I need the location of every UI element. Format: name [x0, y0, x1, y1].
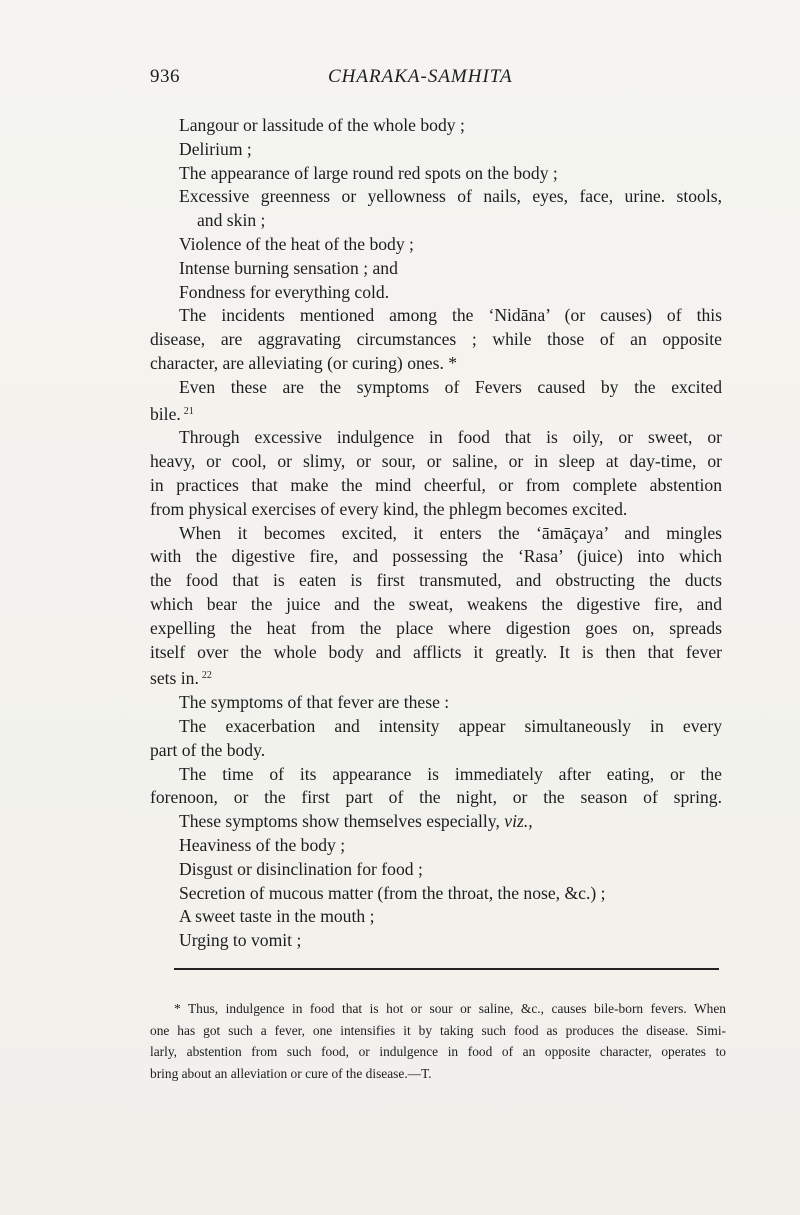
- page-number: 936: [150, 66, 180, 87]
- text-line: The exacerbation and intensity appear simultaneously in every: [179, 715, 722, 736]
- text-line: Disgust or disinclination for food ;: [179, 858, 423, 879]
- italic-word: viz.,: [504, 811, 533, 832]
- text-segment: bile.: [150, 403, 181, 424]
- text-line: The time of its appearance is immediately after eating, or the: [179, 763, 722, 784]
- text-line: [150, 664, 722, 691]
- text-line: Langour or lassitude of the whole body ;: [179, 115, 465, 135]
- text-line: disease, are aggravating circumstances ; while those of an opposite: [150, 329, 722, 350]
- text-line: Intense burning sensation ; and: [179, 257, 398, 278]
- text-line: character, are alleviating (or curing) ones. *: [150, 352, 458, 373]
- footnote-line: bring about an alleviation or cure of the disease.—T.: [150, 1065, 432, 1081]
- text-line: Excessive greenness or yellowness of nails, eyes, face, urine. stools,: [179, 186, 722, 207]
- text-line: expelling the heat from the place where digestion goes on, spreads: [150, 617, 722, 638]
- text-line: When it becomes excited, it enters the ‘āmāçaya’ and mingles: [179, 522, 722, 543]
- text-line: Even these are the symptoms of Fevers caused by the excited: [179, 376, 722, 397]
- text-line: with the digestive fire, and possessing the ‘Rasa’ (juice) into which: [150, 546, 722, 567]
- main-text: [150, 114, 722, 953]
- footnote-line: one has got such a fever, one intensifies it by taking such food as produces the disease. Simi-: [150, 1022, 726, 1038]
- text-line: the food that is eaten is first transmuted, and obstructing the ducts: [150, 570, 722, 591]
- text-line: from physical exercises of every kind, the phlegm becomes excited.: [150, 498, 628, 519]
- text-line: [150, 810, 722, 834]
- footnote-line: larly, abstention from such food, or indulgence in food of an opposite character, operates to: [150, 1044, 726, 1059]
- text-line: forenoon, or the first part of the night, or the season of spring.: [150, 787, 722, 808]
- text-line: Fondness for everything cold.: [179, 281, 390, 302]
- text-line: Urging to vomit ;: [179, 930, 302, 951]
- text-line: The appearance of large round red spots on the body ;: [179, 162, 558, 183]
- footnote: [150, 998, 726, 1084]
- text-line: The symptoms of that fever are these :: [179, 692, 450, 713]
- text-segment: sets in.: [150, 668, 199, 689]
- text-segment: These symptoms show themselves especially,: [179, 811, 500, 832]
- page-header: [0, 66, 800, 96]
- text-line: Through excessive indulgence in food that is oily, or sweet, or: [179, 427, 722, 448]
- text-line: Heaviness of the body ;: [179, 834, 346, 855]
- running-title: CHARAKA-SAMHITA: [328, 66, 513, 87]
- text-line: itself over the whole body and afflicts it greatly. It is then that fever: [150, 641, 722, 662]
- verse-number: 21: [183, 405, 194, 417]
- text-line: part of the body.: [150, 739, 266, 760]
- text-line: Violence of the heat of the body ;: [179, 233, 414, 254]
- text-line: The incidents mentioned among the ‘Nidāna’ (or causes) of this: [179, 305, 722, 326]
- text-line: in practices that make the mind cheerful, or from complete abstention: [150, 474, 722, 495]
- footnote-line: * Thus, indulgence in food that is hot or sour or saline, &c., causes bile-born fevers. When: [174, 1001, 726, 1016]
- footnote-divider: [174, 968, 719, 970]
- text-line: heavy, or cool, or slimy, or sour, or saline, or in sleep at day-time, or: [150, 451, 722, 472]
- verse-number: 22: [201, 670, 212, 682]
- text-line: Secretion of mucous matter (from the throat, the nose, &c.) ;: [179, 882, 606, 903]
- text-line: A sweet taste in the mouth ;: [179, 906, 375, 927]
- text-line: [150, 400, 722, 427]
- text-line: Delirium ;: [179, 138, 252, 159]
- text-line: and skin ;: [197, 210, 266, 231]
- text-line: which bear the juice and the sweat, weakens the digestive fire, and: [150, 593, 722, 614]
